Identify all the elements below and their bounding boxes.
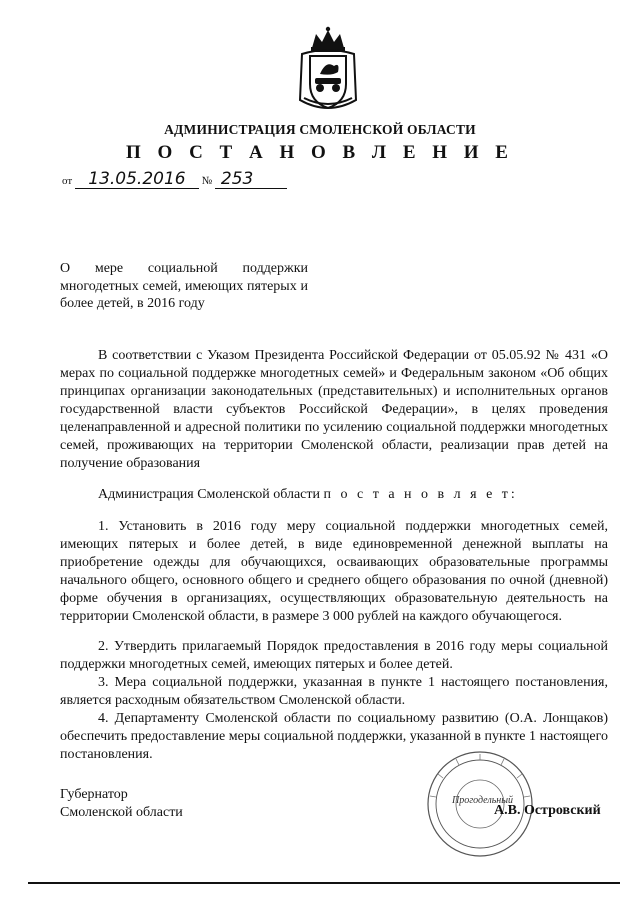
coat-of-arms-icon	[296, 26, 360, 116]
resolution-subject: Администрация Смоленской области	[98, 487, 321, 502]
date-value: 13.05.2016	[75, 170, 199, 189]
number-value: 253	[215, 170, 287, 189]
item-1-paragraph: 1. Установить в 2016 году меру социальной поддержки многодетных семей, имеющих пятерых и более детей, в виде единовременной денежной выплаты на приобретение одежды для обучающихся, осваивающих образовательные программы начального общего, основного общего и среднего общего образования по очной (дневной) форме обучения в организациях, осуществляющих образовательную деятельность на территории Смоленской области, в размере 3 000 рублей на каждого обучающегося.	[60, 519, 608, 624]
preamble-paragraph: В соответствии с Указом Президента Российской Федерации от 05.05.92 № 431 «О мерах по социальной поддержке многодетных семей» и Федеральным законом «Об общих принципах организации законодательных (представительных) и исполнительных органов государственной власти субъектов Российской Федерации», в целях проведения целенаправленной и адресной политики по усилению социальной поддержки многодетных семей, проживающих на территории Смоленской области, реализации прав детей на получение образования	[60, 348, 608, 471]
signatory-name: А.В. Островский	[494, 803, 601, 818]
document-type-heading: П О С Т А Н О В Л Е Н И Е	[126, 142, 514, 163]
date-prefix: от	[62, 175, 73, 187]
bottom-divider	[28, 882, 620, 884]
organization-title: АДМИНИСТРАЦИЯ СМОЛЕНСКОЙ ОБЛАСТИ	[164, 122, 476, 137]
date-number-line	[62, 170, 287, 189]
number-prefix: №	[201, 175, 213, 187]
position-line-2: Смоленской области	[60, 805, 183, 820]
resolution-lead	[60, 486, 608, 504]
item-2-paragraph: 2. Утвердить прилагаемый Порядок предоставления в 2016 году меры социальной поддержки многодетных семей, имеющих пятерых и более детей.	[60, 639, 608, 672]
position-line-1: Губернатор	[60, 787, 128, 802]
stamp-note: Прогодельный	[452, 795, 514, 806]
item-4-paragraph: 4. Департаменту Смоленской области по социальному развитию (О.А. Лонщаков) обеспечить предоставление меры социальной поддержки, указанной в пункте 1 настоящего постановления.	[60, 711, 608, 762]
item-3-paragraph: 3. Мера социальной поддержки, указанная в пункте 1 настоящего постановления, является расходным обязательством Смоленской области.	[60, 675, 608, 708]
document-subject: О мере социальной поддержки многодетных семей, имеющих пятерых и более детей, в 2016 году	[60, 261, 308, 311]
resolution-verb: п о с т а н о в л я е т:	[323, 487, 518, 502]
signatory-position	[60, 786, 183, 822]
